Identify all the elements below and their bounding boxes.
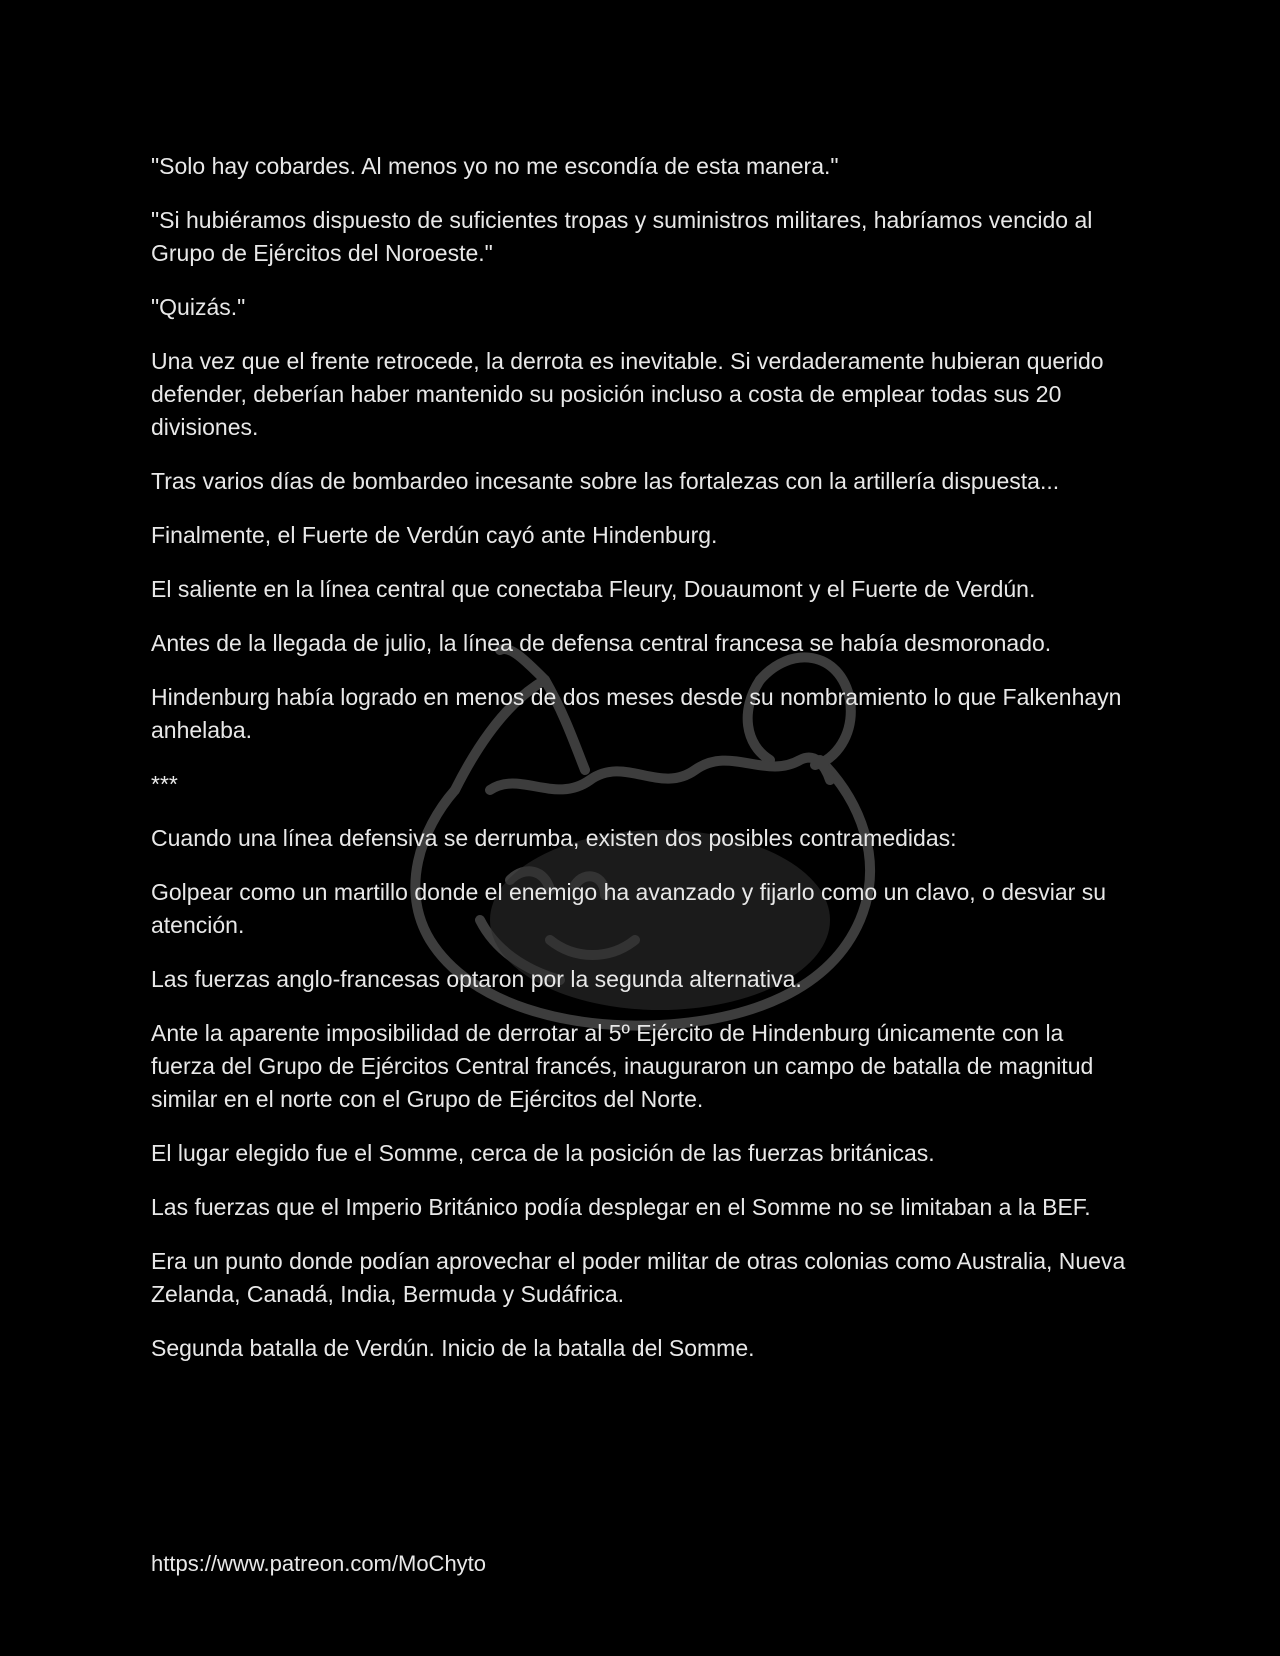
paragraph: "Solo hay cobardes. Al menos yo no me escondía de esta manera." [151, 153, 839, 179]
document-body [151, 150, 1131, 1386]
paragraph: Ante la aparente imposibilidad de derrotar al 5º Ejército de Hindenburg únicamente con la fuerza del Grupo de Ejércitos Central francés, inauguraron un campo de batalla de magnitud similar en el norte con el Grupo de Ejércitos del Norte. [151, 1020, 1100, 1112]
paragraph: Las fuerzas anglo-francesas optaron por la segunda alternativa. [151, 966, 802, 992]
paragraph: Segunda batalla de Verdún. Inicio de la batalla del Somme. [151, 1335, 755, 1361]
paragraph: Tras varios días de bombardeo incesante sobre las fortalezas con la artillería dispuesta... [151, 468, 1060, 494]
paragraph: "Quizás." [151, 294, 246, 320]
paragraph: Antes de la llegada de julio, la línea de defensa central francesa se había desmoronado. [151, 630, 1052, 656]
paragraph: Cuando una línea defensiva se derrumba, existen dos posibles contramedidas: [151, 825, 957, 851]
paragraph: El lugar elegido fue el Somme, cerca de la posición de las fuerzas británicas. [151, 1140, 935, 1166]
paragraph: Una vez que el frente retrocede, la derrota es inevitable. Si verdaderamente hubieran querido defender, deberían haber mantenido su posición incluso a costa de emplear todas sus 20 divisiones. [151, 348, 1110, 440]
patreon-link[interactable]: https://www.patreon.com/MoChyto [151, 1551, 487, 1576]
paragraph: "Si hubiéramos dispuesto de suficientes tropas y suministros militares, habríamos vencido al Grupo de Ejércitos del Noroeste." [151, 207, 1099, 266]
paragraph: El saliente en la línea central que conectaba Fleury, Douaumont y el Fuerte de Verdún. [151, 576, 1036, 602]
scene-break: *** [151, 771, 178, 797]
paragraph: Era un punto donde podían aprovechar el poder militar de otras colonias como Australia, Nueva Zelanda, Canadá, India, Bermuda y Sudáfrica. [151, 1248, 1132, 1307]
paragraph: Golpear como un martillo donde el enemigo ha avanzado y fijarlo como un clavo, o desviar su atención. [151, 879, 1113, 938]
paragraph: Hindenburg había logrado en menos de dos meses desde su nombramiento lo que Falkenhayn anhelaba. [151, 684, 1128, 743]
paragraph: Las fuerzas que el Imperio Británico podía desplegar en el Somme no se limitaban a la BEF. [151, 1194, 1091, 1220]
paragraph: Finalmente, el Fuerte de Verdún cayó ante Hindenburg. [151, 522, 718, 548]
